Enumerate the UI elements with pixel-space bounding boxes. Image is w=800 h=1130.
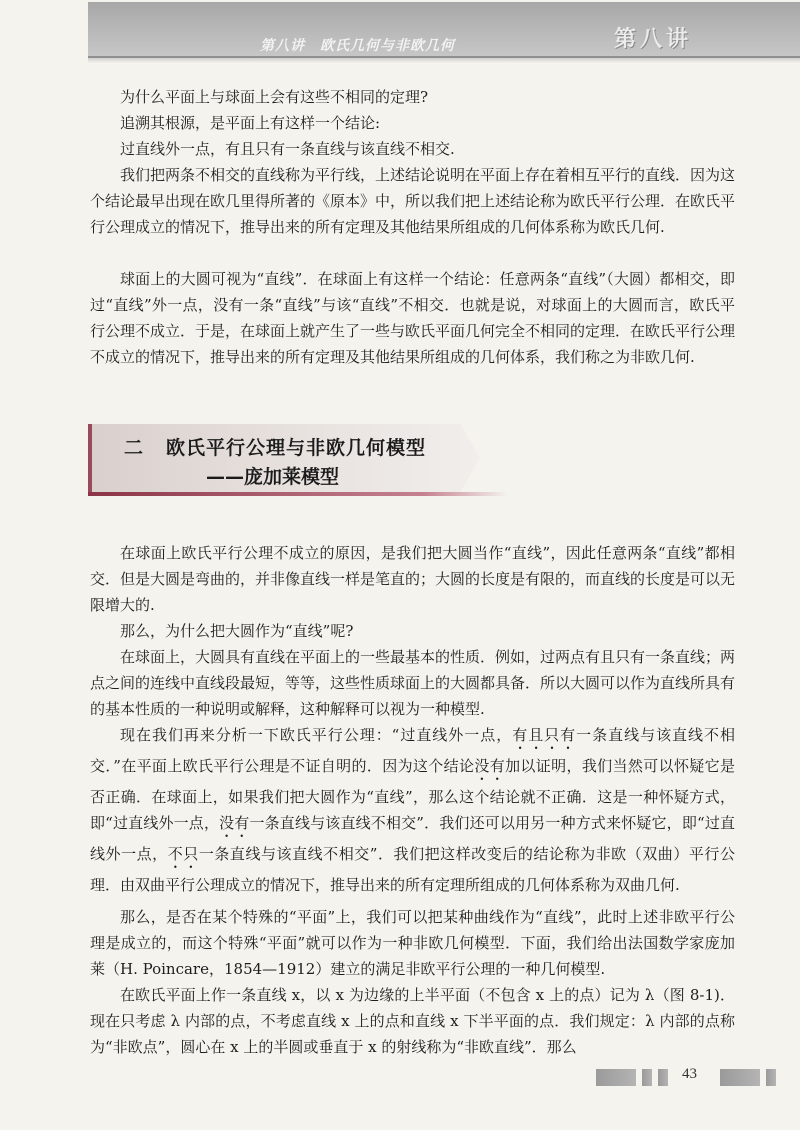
text-run: 现在我们再来分析一下欧氏平行公理：“过直线外一点， — [120, 726, 513, 744]
footer-bar — [642, 1069, 652, 1086]
text-run: 一条直线与该直线不相交．”在平面上欧氏平行公理是不证自明的．因为这个结论 — [90, 726, 735, 775]
emphasis-text: 没有 — [474, 757, 506, 775]
emphasis-text: 有且只有 — [512, 726, 577, 744]
footer-bar — [766, 1069, 776, 1086]
paragraph-model-explanation: 在球面上，大圆具有直线在平面上的一些最基本的性质．例如，过两点有且只有一条直线；两点之间的连线中直线段最短，等等，这些性质球面上的大圆都具备．所以大圆可以作为直线所具有的基本性质的一种说明或解释，这种解释可以视为一种模型. — [90, 648, 736, 718]
footer-bar — [596, 1069, 636, 1086]
section-banner-underline — [88, 492, 508, 496]
paragraph-hyperbolic-axiom — [90, 722, 735, 898]
paragraph-parallel-statement: 过直线外一点，有且只有一条直线与该直线不相交. — [120, 140, 455, 158]
paragraph-euclidean-geometry: 我们把两条不相交的直线称为平行线，上述结论说明在平面上存在着相互平行的直线．因为这个结论最早出现在欧几里得所著的《原本》中，所以我们把上述结论称为欧氏平行公理．在欧氏平行公理成立的情况下，推导出来的所有定理及其他结果所组成的几何体系称为欧氏几何. — [90, 166, 736, 236]
page-number: 43 — [682, 1066, 697, 1082]
paragraph-why-parallel-fails: 在球面上欧氏平行公理不成立的原因，是我们把大圆当作“直线”，因此任意两条“直线”都相交．但是大圆是弯曲的，并非像直线一样是笔直的；大圆的长度是有限的，而直线的长度是可以无限增大的. — [90, 544, 736, 614]
paragraph-root-cause: 追溯其根源，是平面上有这样一个结论: — [120, 114, 381, 132]
text-run: 加以证明，我们当然可以怀疑它是否正确．在球面上，如果我们把大圆作为“直线”，那么这个结论就不正确．这是一种怀疑方式，即“过直线外一点， — [90, 757, 735, 832]
emphasis-text: 不只 — [167, 845, 199, 863]
header-shadow — [88, 58, 800, 63]
paragraph-upper-half-plane: 在欧氏平面上作一条直线 x，以 x 为边缘的上半平面（不包含 x 上的点）记为 λ（图 8-1)．现在只考虑 λ 内部的点，不考虑直线 x 上的点和直线 x 下半平面的点．我们规定：λ 内部的点称为“非欧点”，圆心在 x 上的半圆或垂直于 x 的射线称为“非欧直线”．那么 — [90, 986, 735, 1056]
emphasis-text: 没有 — [219, 814, 250, 832]
footer-bar — [658, 1069, 668, 1086]
lecture-label: 第八讲 — [614, 26, 693, 52]
text-run: 一条直线与该直线不相交”．我们把这样改变后的结论称为非欧（双曲）平行公理．由双曲平行公理成立的情况下，推导出来的所有定理所组成的几何体系称为双曲几何. — [90, 845, 735, 894]
paragraph-sphere-great-circle: 球面上的大圆可视为“直线”．在球面上有这样一个结论：任意两条“直线”（大圆）都相交，即过“直线”外一点，没有一条“直线”与该“直线”不相交．也就是说，对球面上的大圆而言，欧氏平行公理不成立．于是，在球面上就产生了一些与欧氏平面几何完全不相同的定理．在欧氏平行公理不成立的情况下，推导出来的所有定理及其他结果所组成的几何体系，我们称之为非欧几何. — [90, 270, 736, 366]
section-banner-edge — [88, 424, 92, 492]
section-number: 二 — [124, 437, 145, 459]
paragraph-poincare-intro: 那么，是否在某个特殊的“平面”上，我们可以把某种曲线作为“直线”，此时上述非欧平行公理是成立的，而这个特殊“平面”就可以作为一种非欧几何模型．下面，我们给出法国数学家庞加莱（H. Poincare，1854—1912）建立的满足非欧平行公理的一种几何模型. — [90, 908, 735, 978]
section-title: 欧氏平行公理与非欧几何模型 — [166, 437, 427, 459]
footer-bar — [720, 1069, 760, 1086]
paragraph-why-great-circle: 那么，为什么把大圆作为“直线”呢? — [120, 622, 354, 640]
section-heading — [124, 433, 426, 460]
paragraph-question: 为什么平面上与球面上会有这些不相同的定理? — [120, 88, 429, 106]
section-subtitle: ——庞加莱模型 — [206, 466, 340, 488]
text-run: 一条直线与该直线不相交”．我们还可以用另一种方式来怀疑它，即“过直线外一点， — [90, 814, 735, 863]
chapter-title: 第八讲 欧氏几何与非欧几何 — [260, 38, 455, 54]
